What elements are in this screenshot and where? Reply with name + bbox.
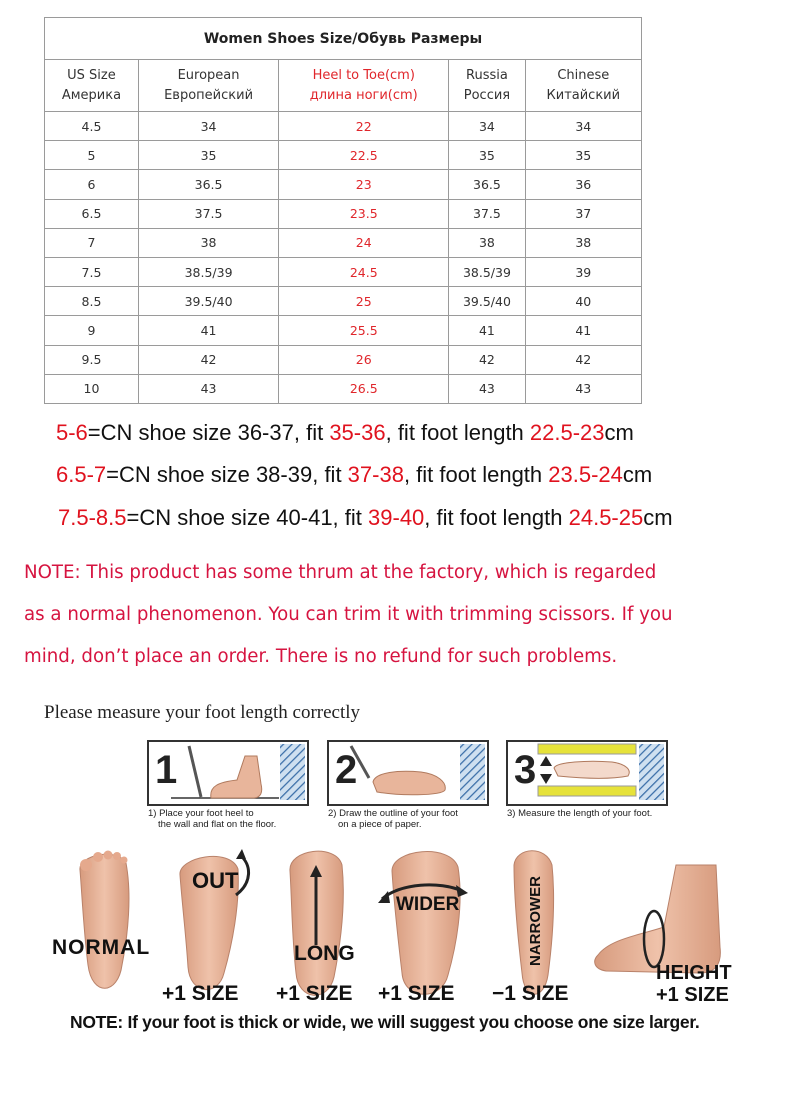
cell-eu: 41 [138,316,278,345]
wider-foot-icon [378,852,468,995]
cell-us: 6 [45,170,139,199]
cell-eu: 36.5 [138,170,278,199]
cell-cn: 37 [525,199,641,228]
step-1-number: 1 [155,748,178,792]
step-1-caption: 1) Place your foot heel to the wall and flat on the floor. [148,808,277,830]
step-3-box [506,740,668,806]
cell-us: 8.5 [45,287,139,316]
cell-ru: 38 [449,228,525,257]
table-row [45,141,642,170]
cell-us: 7 [45,228,139,257]
table-row [45,112,642,141]
label-plus-one-size: +1 SIZE [378,982,455,1005]
cell-eu: 34 [138,112,278,141]
cell-length: 24.5 [279,257,449,286]
fit-line-1: 5-6=CN shoe size 36-37, fit 35-36, fit foot length 22.5-23cm [56,420,634,445]
cell-cn: 41 [525,316,641,345]
step-1-box [147,740,309,806]
cell-us: 9 [45,316,139,345]
cell-cn: 34 [525,112,641,141]
cell-length: 25.5 [279,316,449,345]
table-row [45,374,642,403]
fit-line-3: 7.5-8.5=CN shoe size 40-41, fit 39-40, fit foot length 24.5-25cm [58,505,673,530]
cell-cn: 36 [525,170,641,199]
cell-length: 24 [279,228,449,257]
cell-eu: 43 [138,374,278,403]
cell-ru: 42 [449,345,525,374]
cell-us: 9.5 [45,345,139,374]
cell-length: 22.5 [279,141,449,170]
cell-us: 6.5 [45,199,139,228]
cell-ru: 41 [449,316,525,345]
foot-on-floor-icon [149,742,307,804]
cell-ru: 34 [449,112,525,141]
cell-cn: 39 [525,257,641,286]
measure-title: Please measure your foot length correctly [44,702,361,723]
cell-ru: 35 [449,141,525,170]
step-2-box [327,740,489,806]
label-out: OUT [192,868,239,893]
normal-foot-icon [80,851,129,989]
header-european: European Европейский [138,60,278,112]
header-chinese: Chinese Китайский [525,60,641,112]
cell-eu: 35 [138,141,278,170]
table-row [45,170,642,199]
cell-cn: 35 [525,141,641,170]
table-row [45,257,642,286]
ruler-measure-icon [508,742,666,804]
step-2-number: 2 [335,748,358,792]
cell-ru: 38.5/39 [449,257,525,286]
note-line: NOTE: This product has some thrum at the factory, which is regarded [24,562,657,583]
cell-eu: 38.5/39 [138,257,278,286]
note-block [24,556,764,682]
cell-cn: 42 [525,345,641,374]
label-wider: WIDER [396,894,460,915]
table-header-row [45,60,642,112]
cell-length: 26 [279,345,449,374]
table-row [45,228,642,257]
cell-ru: 36.5 [449,170,525,199]
cell-us: 7.5 [45,257,139,286]
cell-eu: 37.5 [138,199,278,228]
label-plus-one-size: +1 SIZE [276,982,353,1005]
header-russia: Russia Россия [449,60,525,112]
table-row [45,316,642,345]
step-2-caption: 2) Draw the outline of your foot on a piece of paper. [328,808,458,830]
fit-line-2: 6.5-7=CN shoe size 38-39, fit 37-38, fit foot length 23.5-24cm [56,462,653,487]
cell-cn: 38 [525,228,641,257]
cell-length: 23.5 [279,199,449,228]
table-row [45,199,642,228]
cell-length: 22 [279,112,449,141]
table-title: Women Shoes Size/Обувь Размеры [45,18,642,60]
cell-us: 10 [45,374,139,403]
cell-ru: 37.5 [449,199,525,228]
cell-eu: 42 [138,345,278,374]
cell-length: 23 [279,170,449,199]
cell-eu: 39.5/40 [138,287,278,316]
cell-ru: 43 [449,374,525,403]
label-narrower: NARROWER [527,876,544,966]
cell-length: 25 [279,287,449,316]
step-3-number: 3 [514,748,537,792]
cell-eu: 38 [138,228,278,257]
label-normal: NORMAL [52,936,151,959]
cell-cn: 40 [525,287,641,316]
cell-length: 26.5 [279,374,449,403]
size-table [44,17,642,404]
cell-us: 4.5 [45,112,139,141]
foot-outline-icon [329,742,487,804]
label-plus-one-size: +1 SIZE [162,982,239,1005]
table-row [45,345,642,374]
label-height: HEIGHT [656,962,732,984]
label-long: LONG [294,942,355,965]
high-instep-foot-icon [595,865,721,973]
bottom-note: NOTE: If your foot is thick or wide, we will suggest you choose one size larger. [70,1012,700,1032]
note-line: mind, don’t place an order. There is no refund for such problems. [24,646,618,667]
cell-ru: 39.5/40 [449,287,525,316]
step-3-caption: 3) Measure the length of your foot. [507,808,653,819]
cell-us: 5 [45,141,139,170]
label-plus-one-size: +1 SIZE [656,984,729,1006]
label-minus-one-size: −1 SIZE [492,982,569,1005]
header-us-size: US Size Америка [45,60,139,112]
table-row [45,287,642,316]
long-foot-icon [290,851,343,995]
header-heel-to-toe: Heel to Toe(cm) длина ноги(cm) [279,60,449,112]
cell-cn: 43 [525,374,641,403]
note-line: as a normal phenomenon. You can trim it with trimming scissors. If you [24,604,673,625]
